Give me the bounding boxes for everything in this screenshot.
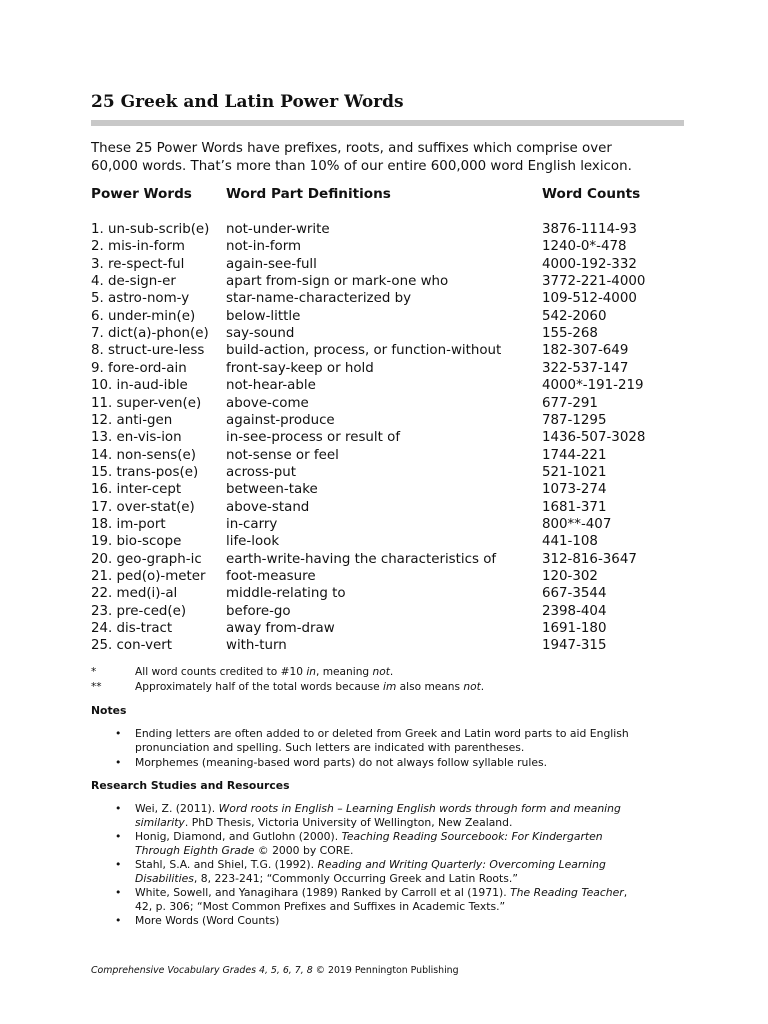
list-item: • Morphemes (meaning-based word parts) do not always follow syllable rules. xyxy=(115,756,548,769)
bullet-icon: • xyxy=(115,830,122,843)
title-rule xyxy=(91,120,684,126)
word-count-cell: 677-291 xyxy=(542,395,598,411)
definition-cell: not-sense or feel xyxy=(226,447,339,463)
definition-cell: again-see-full xyxy=(226,256,317,272)
list-item: • White, Sowell, and Yanagihara (1989) Ranked by Carroll et al (1971). The Reading Teacher, 42, p. 306; “Most Common Prefixes and Suffixes in Academic Texts.” xyxy=(115,886,628,913)
definition-cell: foot-measure xyxy=(226,569,316,584)
power-word-cell: 12. anti-gen xyxy=(91,412,173,428)
word-count-cell: 182-307-649 xyxy=(542,343,629,359)
word-count-cell: 1681-371 xyxy=(542,499,607,515)
word-count-cell: 787-1295 xyxy=(542,412,607,428)
word-count-cell: 1436-507-3028 xyxy=(542,430,646,446)
definition-cell: between-take xyxy=(226,482,318,498)
power-word-cell: 15. trans-pos(e) xyxy=(91,464,199,480)
power-word-cell: 19. bio-scope xyxy=(91,534,182,550)
word-count-cell: 1744-221 xyxy=(542,447,607,463)
power-word-cell: 13. en-vis-ion xyxy=(91,430,182,446)
bullet-icon: • xyxy=(115,914,122,927)
definition-cell: not-hear-able xyxy=(226,378,316,394)
word-count-cell: 1947-315 xyxy=(542,638,607,654)
list-item: • Stahl, S.A. and Shiel, T.G. (1992). Reading and Writing Quarterly: Overcoming Learning Disabilities, 8, 223-241; “Commonly Occurring Greek and Latin Roots.” xyxy=(115,858,606,885)
power-word-cell: 6. under-min(e) xyxy=(91,308,196,324)
power-word-cell: 25. con-vert xyxy=(91,638,172,654)
definition-cell: in-see-process or result of xyxy=(226,430,401,446)
footnote-mark: * xyxy=(91,666,97,678)
definition-cell: earth-write-having the characteristics of xyxy=(226,551,497,567)
word-count-cell: 322-537-147 xyxy=(542,360,629,376)
definition-cell: front-say-keep or hold xyxy=(226,360,374,376)
bullet-icon: • xyxy=(115,802,122,815)
intro-paragraph xyxy=(91,140,681,176)
list-item: • Wei, Z. (2011). Word roots in English – Learning English words through form and meaning similarity. PhD Thesis, Victoria University of Wellington, New Zealand. xyxy=(115,802,621,829)
word-count-cell: 800**-407 xyxy=(542,516,612,532)
word-count-cell: 1240-0*-478 xyxy=(542,239,627,255)
power-word-cell: 23. pre-ced(e) xyxy=(91,603,187,619)
intro-line: These 25 Power Words have prefixes, roots, and suffixes which comprise over xyxy=(91,141,612,156)
page-footer: Comprehensive Vocabulary Grades 4, 5, 6, 7, 8 © 2019 Pennington Publishing xyxy=(91,965,459,976)
power-word-cell: 8. struct-ure-less xyxy=(91,343,205,359)
bullet-icon: • xyxy=(115,858,122,871)
page-title: 25 Greek and Latin Power Words xyxy=(91,92,404,112)
definition-cell: not-under-write xyxy=(226,222,330,237)
power-word-cell: 20. geo-graph-ic xyxy=(91,551,202,567)
word-count-cell: 3876-1114-93 xyxy=(542,222,637,237)
definition-cell: above-stand xyxy=(226,499,310,515)
power-word-cell: 5. astro-nom-y xyxy=(91,291,190,307)
notes-list xyxy=(91,727,666,770)
word-count-cell: 521-1021 xyxy=(542,464,607,480)
power-word-cell: 17. over-stat(e) xyxy=(91,499,195,515)
power-word-cell: 9. fore-ord-ain xyxy=(91,360,187,376)
footnote-mark: ** xyxy=(91,681,102,693)
word-count-cell: 667-3544 xyxy=(542,586,607,602)
definition-cell: build-action, process, or function-without xyxy=(226,343,502,359)
header-definitions: Word Part Definitions xyxy=(226,186,391,202)
definition-cell: life-look xyxy=(226,534,280,550)
power-word-cell: 14. non-sens(e) xyxy=(91,447,196,463)
intro-line: 60,000 words. That’s more than 10% of our entire 600,000 word English lexicon. xyxy=(91,159,632,174)
definition-cell: away from-draw xyxy=(226,621,335,637)
word-count-cell: 4000-192-332 xyxy=(542,256,637,272)
word-count-cell: 155-268 xyxy=(542,326,598,342)
definition-cell: middle-relating to xyxy=(226,586,346,602)
power-word-cell: 10. in-aud-ible xyxy=(91,378,188,394)
bullet-icon: • xyxy=(115,727,122,740)
power-word-cell: 16. inter-cept xyxy=(91,482,182,498)
word-count-cell: 2398-404 xyxy=(542,603,607,619)
power-word-cell: 11. super-ven(e) xyxy=(91,395,202,411)
word-count-cell: 1691-180 xyxy=(542,621,607,637)
power-word-cell: 4. de-sign-er xyxy=(91,274,176,290)
definition-cell: before-go xyxy=(226,603,291,619)
list-item: • More Words (Word Counts) xyxy=(115,914,280,927)
list-item: • Ending letters are often added to or deleted from Greek and Latin word parts to aid English pronunciation and spelling. Such letters are indicated with parentheses. xyxy=(115,727,629,754)
power-word-cell: 24. dis-tract xyxy=(91,621,173,637)
power-word-cell: 7. dict(a)-phon(e) xyxy=(91,326,209,342)
word-count-cell: 542-2060 xyxy=(542,308,607,324)
notes-heading: Notes xyxy=(91,704,127,717)
word-count-cell: 441-108 xyxy=(542,534,598,550)
definition-cell: across-put xyxy=(226,464,296,480)
definition-cell: star-name-characterized by xyxy=(226,291,412,307)
definition-cell: apart from-sign or mark-one who xyxy=(226,274,449,290)
research-list xyxy=(91,802,666,928)
word-count-cell: 312-816-3647 xyxy=(542,551,637,567)
definition-cell: above-come xyxy=(226,395,309,411)
list-item: • Honig, Diamond, and Gutlohn (2000). Teaching Reading Sourcebook: For Kindergarten Through Eighth Grade © 2000 by CORE. xyxy=(115,830,603,857)
header-word-counts: Word Counts xyxy=(542,186,641,202)
header-power-words: Power Words xyxy=(91,186,192,202)
word-count-cell: 120-302 xyxy=(542,569,598,584)
definition-cell: below-little xyxy=(226,308,301,324)
definition-cell: with-turn xyxy=(226,638,287,654)
power-word-cell: 2. mis-in-form xyxy=(91,239,185,255)
bullet-icon: • xyxy=(115,886,122,899)
definition-cell: against-produce xyxy=(226,412,335,428)
definition-cell: say-sound xyxy=(226,326,295,342)
footnote-text: All word counts credited to #10 in, meaning not. xyxy=(135,666,394,678)
bullet-icon: • xyxy=(115,756,122,769)
word-count-cell: 4000*-191-219 xyxy=(542,378,644,394)
footnote-text: Approximately half of the total words because im also means not. xyxy=(135,681,485,693)
power-word-cell: 21. ped(o)-meter xyxy=(91,569,206,584)
definition-cell: not-in-form xyxy=(226,239,302,255)
definition-cell: in-carry xyxy=(226,516,278,532)
word-count-cell: 1073-274 xyxy=(542,482,607,498)
word-count-cell: 109-512-4000 xyxy=(542,291,637,307)
power-word-cell: 3. re-spect-ful xyxy=(91,256,185,272)
power-word-cell: 1. un-sub-scrib(e) xyxy=(91,222,210,237)
power-word-cell: 22. med(i)-al xyxy=(91,586,178,602)
power-word-cell: 18. im-port xyxy=(91,516,166,532)
research-heading: Research Studies and Resources xyxy=(91,779,290,792)
word-count-cell: 3772-221-4000 xyxy=(542,274,646,290)
